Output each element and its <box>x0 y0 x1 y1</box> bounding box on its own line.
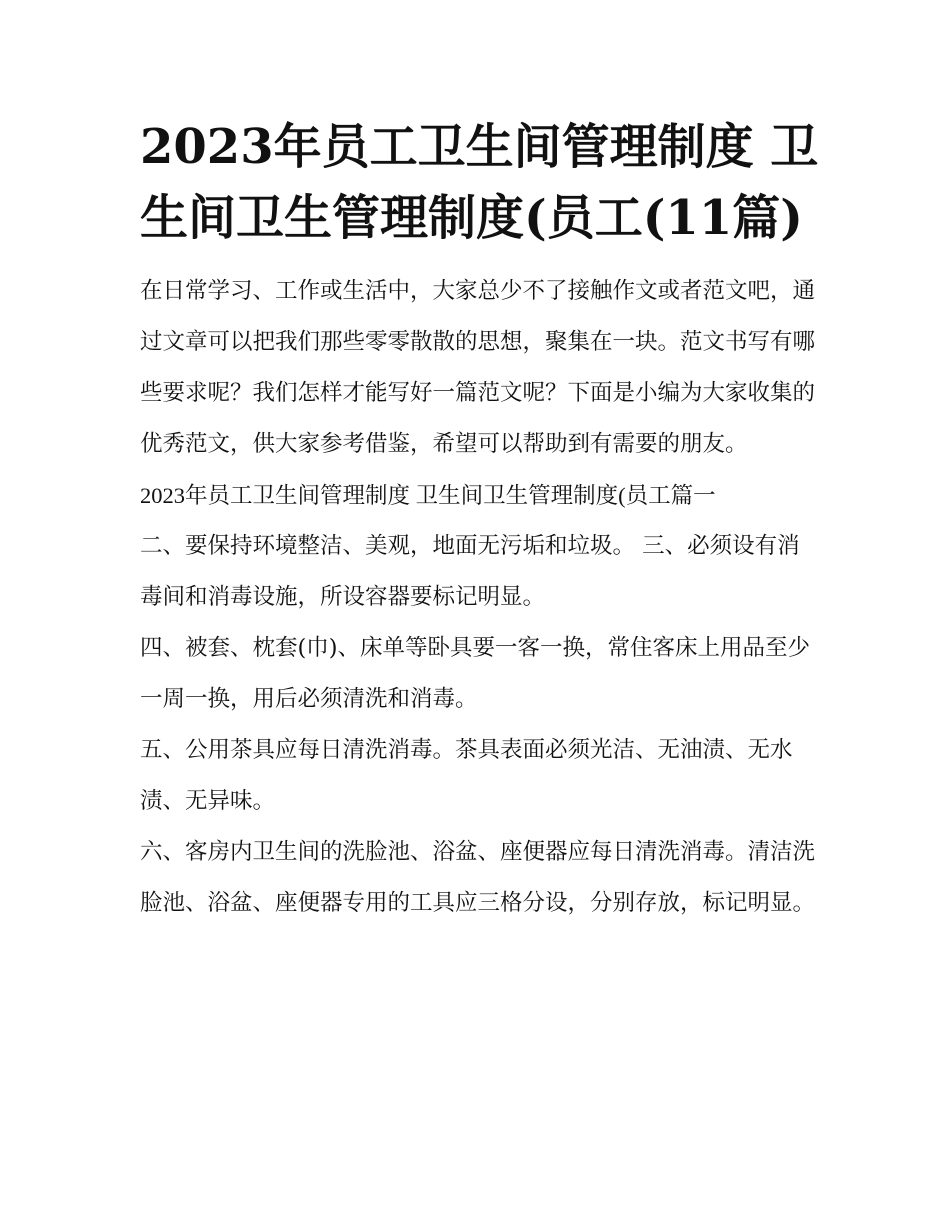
document-page <box>140 112 820 929</box>
intro-paragraph: 在日常学习、工作或生活中，大家总少不了接触作文或者范文吧，通过文章可以把我们那些零零散散的思想，聚集在一块。范文书写有哪些要求呢？我们怎样才能写好一篇范文呢？下面是小编为大家收集的优秀范文，供大家参考借鉴，希望可以帮助到有需要的朋友。 <box>140 278 816 457</box>
rule-paragraph-2-3: 二、要保持环境整洁、美观，地面无污垢和垃圾。 三、必须设有消毒间和消毒设施，所设容器要标记明显。 <box>140 533 800 610</box>
rule-paragraph-4: 四、被套、枕套(巾)、床单等卧具要一客一换，常住客床上用品至少一周一换，用后必须清洗和消毒。 <box>140 635 811 712</box>
rule-paragraph-6: 六、客房内卫生间的洗脸池、浴盆、座便器应每日清洗消毒。清洁洗脸池、浴盆、座便器专用的工具应三格分设，分别存放，标记明显。 <box>140 839 816 916</box>
section-heading: 2023年员工卫生间管理制度 卫生间卫生管理制度(员工篇一 <box>140 483 716 508</box>
document-title: 2023年员工卫生间管理制度 卫生间卫生管理制度(员工(11篇) <box>140 119 819 246</box>
rule-paragraph-5: 五、公用茶具应每日清洗消毒。茶具表面必须光洁、无油渍、无水渍、无异味。 <box>140 737 793 814</box>
document-body <box>140 266 820 929</box>
